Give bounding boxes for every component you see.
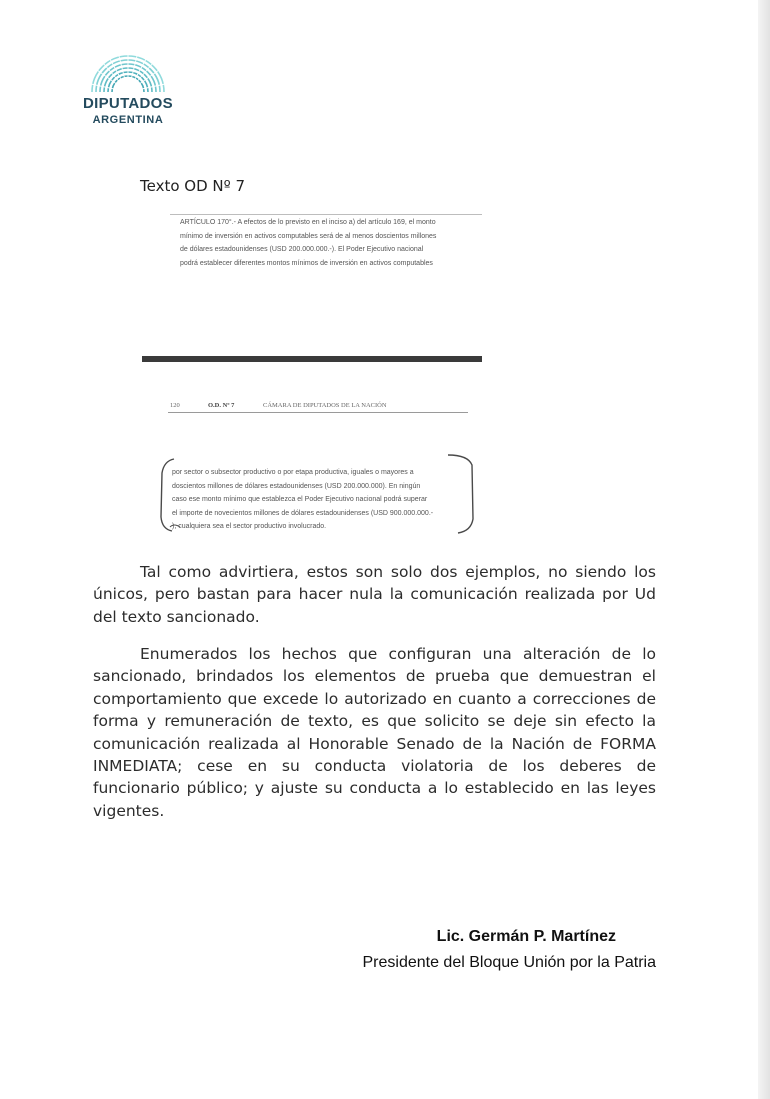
page-separator-bar <box>142 356 482 362</box>
clipping-text <box>172 466 467 534</box>
logo-title: DIPUTADOS <box>83 95 173 112</box>
od-label: O.D. Nº 7 <box>208 402 235 409</box>
body-paragraph: Enumerados los hechos que configuran una alteración de lo sancionado, brindados los elementos de prueba que demuestran el comportamiento que excede lo autorizado en cuanto a correcciones de forma y remuneración de texto, es que solicito se deje sin efecto la comunicación realizada al Honorable Senado de la Nación de FORMA INMEDIATA; cese en su conducta violatoria de los deberes de funcionario público; y ajuste su conducta a lo establecido en las leyes vigentes. <box>93 645 656 820</box>
clipping-line: caso ese monto mínimo que establezca el Poder Ejecutivo nacional podrá superar <box>172 496 428 503</box>
document-heading: Texto OD Nº 7 <box>140 177 246 195</box>
congress-dome-icon <box>86 48 170 94</box>
clipping-top-rule <box>170 214 482 215</box>
clipping-line: mínimo de inversión en activos computables será de al menos doscientos millones <box>180 232 437 240</box>
clipping-text <box>180 216 470 270</box>
clipping-line: doscientos millones de dólares estadounidenses (USD 200.000.000). En ningún <box>172 482 421 490</box>
body-paragraph: Tal como advirtiera, estos son solo dos ejemplos, no siendo los únicos, pero bastan para hacer nula la comunicación realizada por Ud del texto sancionado. <box>93 563 656 626</box>
chamber-label: CÁMARA DE DIPUTADOS DE LA NACIÓN <box>263 402 387 409</box>
clipping-highlighted <box>160 453 476 535</box>
clipping-page-header <box>168 402 468 414</box>
clipping-line: por sector o subsector productivo o por etapa productiva, iguales o mayores a <box>172 469 414 476</box>
diputados-logo <box>76 48 180 132</box>
signature-name: Lic. Germán P. Martínez <box>436 928 616 945</box>
signature-role: Presidente del Bloque Unión por la Patria <box>362 954 656 971</box>
page-number: 120 <box>170 402 180 409</box>
clipping-article-170 <box>170 212 482 274</box>
logo-subtitle: ARGENTINA <box>92 114 164 126</box>
header-rule <box>168 412 468 413</box>
page-edge-shadow <box>758 0 770 1099</box>
clipping-line: el importe de novecientos millones de dólares estadounidenses (USD 900.000.000.- <box>172 509 434 517</box>
clipping-line: de dólares estadounidenses (USD 200.000.000.-). El Poder Ejecutivo nacional <box>180 246 424 253</box>
clipping-line: ), cualquiera sea el sector productivo involucrado. <box>172 523 327 530</box>
clipping-line: ARTÍCULO 170°.- A efectos de lo previsto en el inciso a) del artículo 169, el monto <box>180 219 436 226</box>
clipping-line: podrá establecer diferentes montos mínimos de inversión en activos computables <box>180 259 433 267</box>
